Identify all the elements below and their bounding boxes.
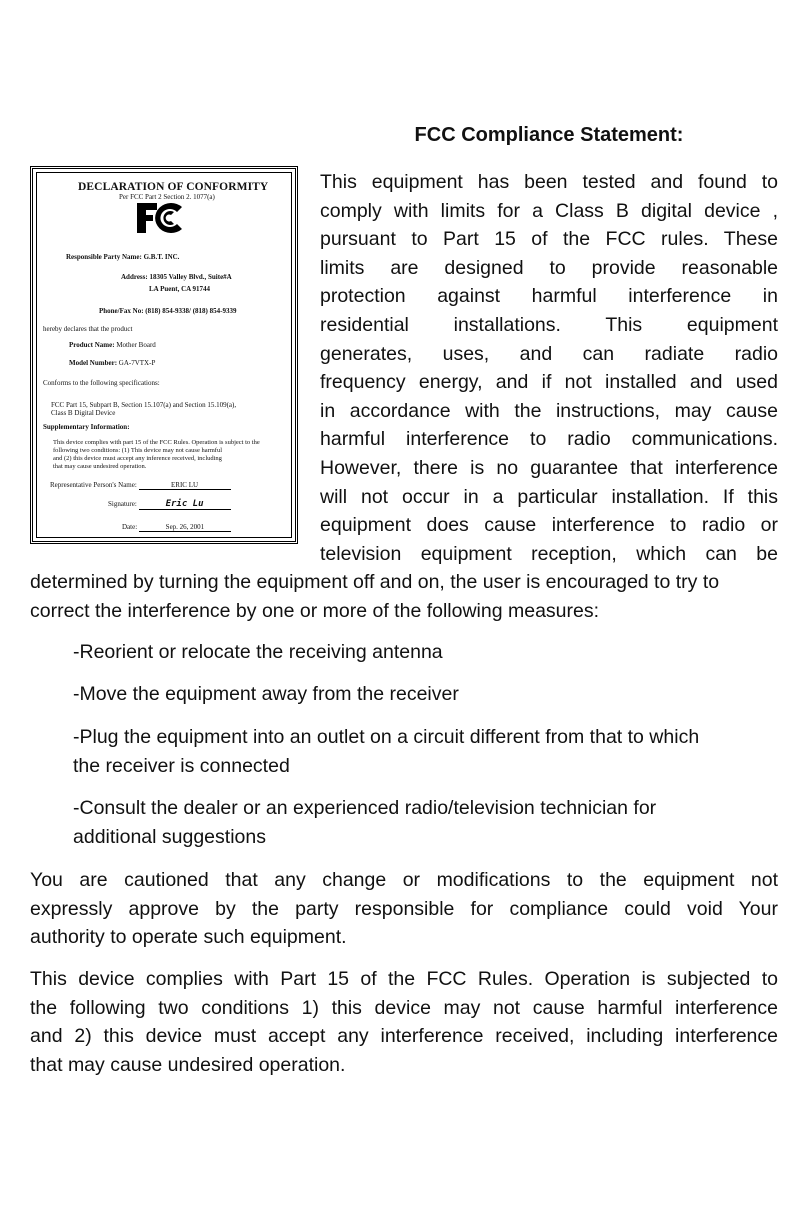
intro-paragraph xyxy=(320,168,778,568)
measure-item: -Consult the dealer or an experienced radio/television technician for xyxy=(73,797,657,819)
signature: Signature: Eric Lu xyxy=(108,499,231,510)
measure-item: -Reorient or relocate the receiving antenna xyxy=(73,641,443,663)
supplementary-label: Supplementary Information: xyxy=(43,423,130,431)
text-line: limits are designed to provide reasonable xyxy=(320,256,778,279)
text-line: residential installations. This equipment xyxy=(320,313,778,336)
text-line: the following two conditions 1) this device may not cause harmful interference xyxy=(30,996,778,1019)
representative-name: Representative Person's Name: ERIC LU xyxy=(50,481,231,490)
text-line: equipment does cause interference to radio or xyxy=(320,514,778,537)
measure-item-continued: additional suggestions xyxy=(73,826,266,848)
date: Date: Sep. 26, 2001 xyxy=(122,523,231,532)
declaration-heading: DECLARATION OF CONFORMITY xyxy=(78,181,269,193)
text-line: in accordance with the instructions, may cause xyxy=(320,399,778,422)
spec-line-2: Class B Digital Device xyxy=(51,409,116,417)
declaration-subheading: Per FCC Part 2 Section 2. 1077(a) xyxy=(119,193,215,201)
text-line: television equipment reception, which can be xyxy=(320,542,778,565)
supp-line-3: and (2) this device must accept any inference received, including xyxy=(53,455,222,462)
caution-paragraph xyxy=(30,866,778,952)
continuation-paragraph xyxy=(30,568,780,625)
text-line: will not occur in a particular installation. If this xyxy=(320,485,778,508)
supp-line-4: that may cause undesired operation. xyxy=(53,463,147,470)
product-name: Product Name: Mother Board xyxy=(69,341,156,349)
phone-fax: Phone/Fax No: (818) 854-9338/ (818) 854-9339 xyxy=(99,307,237,315)
text-line: You are cautioned that any change or modifications to the equipment not xyxy=(30,869,778,891)
page-title: FCC Compliance Statement: xyxy=(414,124,684,146)
text-line: This equipment has been tested and found to xyxy=(320,171,778,193)
supp-line-1: This device complies with part 15 of the FCC Rules. Operation is subject to the xyxy=(53,439,260,446)
text-line: This device complies with Part 15 of the FCC Rules. Operation is subjected to xyxy=(30,968,778,990)
model-number: Model Number: GA-7VTX-P xyxy=(69,359,156,367)
text-line: harmful interference to radio communications. xyxy=(320,428,778,451)
measure-item-continued: the receiver is connected xyxy=(73,755,290,777)
spec-line-1: FCC Part 15, Subpart B, Section 15.107(a) and Section 15.109(a), xyxy=(51,401,237,409)
text-line: pursuant to Part 15 of the FCC rules. These xyxy=(320,228,778,251)
text-line: expressly approve by the party responsible for compliance could void Your xyxy=(30,897,778,920)
declares-text: hereby declares that the product xyxy=(43,325,133,333)
text-line: that may cause undesired operation. xyxy=(30,1053,346,1076)
supp-line-2: following two conditions: (1) This device may not cause harmful xyxy=(53,447,223,454)
text-line: generates, uses, and can radiate radio xyxy=(320,342,778,365)
text-line: frequency energy, and if not installed and used xyxy=(320,371,778,394)
responsible-party: Responsible Party Name: G.B.T. INC. xyxy=(66,253,180,261)
text-line: However, there is no guarantee that interference xyxy=(320,456,778,479)
measure-item: -Plug the equipment into an outlet on a circuit different from that to which xyxy=(73,726,700,748)
compliance-paragraph xyxy=(30,965,778,1079)
text-line: and 2) this device must accept any interference received, including interference xyxy=(30,1025,778,1048)
text-line: determined by turning the equipment off and on, the user is encouraged to try to xyxy=(30,571,720,593)
measure-item: -Move the equipment away from the receiver xyxy=(73,683,459,705)
fcc-logo xyxy=(136,201,188,240)
text-line: authority to operate such equipment. xyxy=(30,926,347,949)
address-line2: LA Puent, CA 91744 xyxy=(149,285,211,293)
text-line: protection against harmful interference in xyxy=(320,285,778,308)
address-line1: Address: 18305 Valley Blvd., Suite#A xyxy=(121,273,232,281)
conforms-text: Conforms to the following specifications: xyxy=(43,379,160,387)
text-line: correct the interference by one or more of the following measures: xyxy=(30,599,600,622)
text-line: comply with limits for a Class B digital device , xyxy=(320,199,778,222)
declaration-of-conformity-box xyxy=(30,166,298,544)
